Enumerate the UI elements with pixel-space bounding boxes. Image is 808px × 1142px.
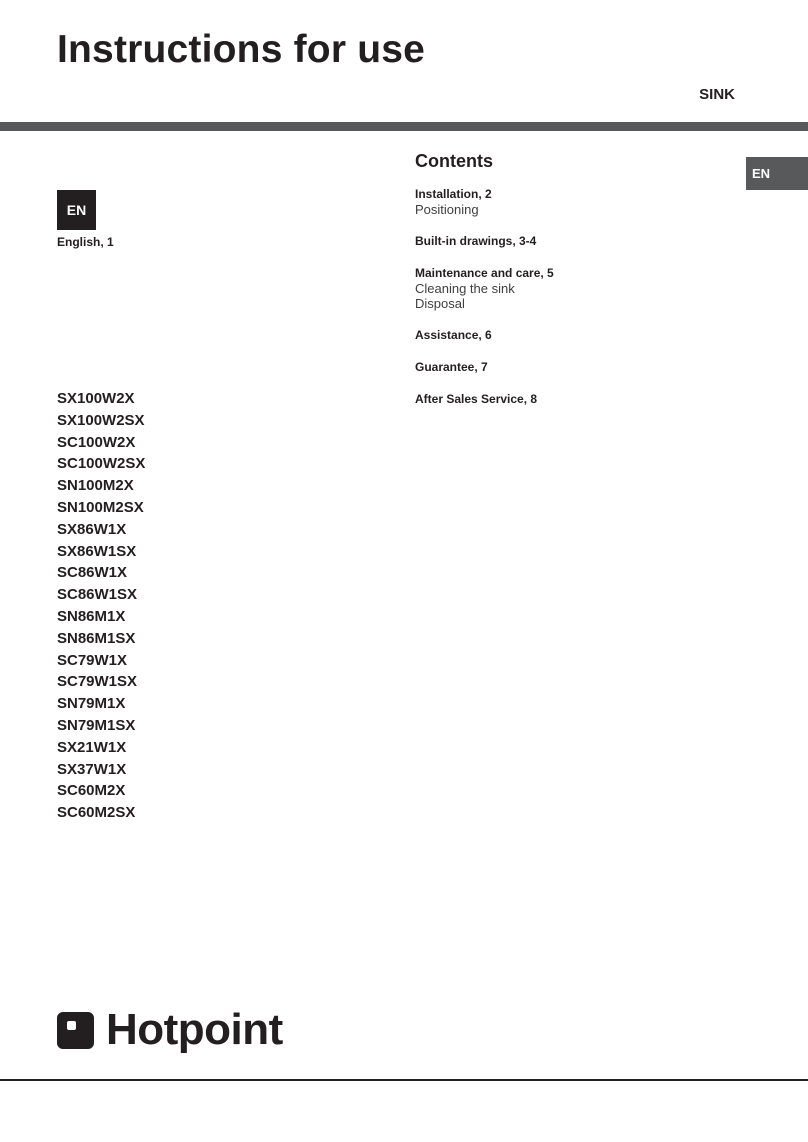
document-title: Instructions for use bbox=[57, 28, 426, 71]
model-number: SN86M1X bbox=[57, 607, 126, 625]
model-number: SN79M1X bbox=[57, 695, 126, 713]
toc-entry bbox=[415, 187, 554, 217]
model-number: SC60M2SX bbox=[57, 804, 136, 822]
model-number: SX21W1X bbox=[57, 738, 127, 756]
model-number: SC60M2X bbox=[57, 782, 126, 800]
product-category: SINK bbox=[699, 86, 735, 103]
model-number: SX86W1X bbox=[57, 520, 127, 538]
toc-entry bbox=[415, 360, 554, 375]
toc-entry-title: After Sales Service, 8 bbox=[415, 392, 538, 406]
header-divider bbox=[0, 122, 808, 131]
language-badge: EN bbox=[57, 190, 96, 230]
toc-entry-title: Maintenance and care, 5 bbox=[415, 266, 554, 280]
model-number: SC79W1SX bbox=[57, 673, 138, 691]
toc-entry-title: Built-in drawings, 3-4 bbox=[415, 234, 537, 248]
toc-subentry: Cleaning the sink bbox=[415, 281, 515, 296]
model-number: SC86W1X bbox=[57, 564, 128, 582]
model-number: SC100W2X bbox=[57, 433, 136, 451]
toc-subentry: Positioning bbox=[415, 202, 479, 217]
model-number: SN79M1SX bbox=[57, 716, 136, 734]
model-number: SN86M1SX bbox=[57, 629, 136, 647]
hotpoint-logo-icon bbox=[57, 1012, 94, 1049]
brand-name: Hotpoint bbox=[106, 1005, 283, 1054]
model-number: SX100W2SX bbox=[57, 411, 145, 429]
language-index-entry: English, 1 bbox=[57, 235, 114, 249]
toc-entry bbox=[415, 328, 554, 343]
toc-subentry: Disposal bbox=[415, 296, 465, 311]
language-side-tab: EN bbox=[746, 157, 808, 190]
toc-entry-title: Assistance, 6 bbox=[415, 328, 492, 342]
model-number: SN100M2SX bbox=[57, 498, 144, 516]
brand-logo bbox=[57, 1005, 283, 1054]
model-number: SC100W2SX bbox=[57, 455, 146, 473]
toc-entry bbox=[415, 234, 554, 249]
footer-divider bbox=[0, 1079, 808, 1081]
toc-entry-title: Installation, 2 bbox=[415, 187, 492, 201]
toc-entry-title: Guarantee, 7 bbox=[415, 360, 488, 374]
model-number: SX100W2X bbox=[57, 390, 135, 407]
model-number: SX37W1X bbox=[57, 760, 127, 778]
model-number: SC79W1X bbox=[57, 651, 128, 669]
model-number: SC86W1SX bbox=[57, 586, 138, 604]
table-of-contents bbox=[415, 151, 554, 424]
toc-entry bbox=[415, 392, 554, 407]
model-list bbox=[57, 388, 145, 824]
model-number: SN100M2X bbox=[57, 477, 134, 495]
contents-heading: Contents bbox=[415, 151, 493, 171]
model-number: SX86W1SX bbox=[57, 542, 137, 560]
toc-entry bbox=[415, 266, 554, 311]
